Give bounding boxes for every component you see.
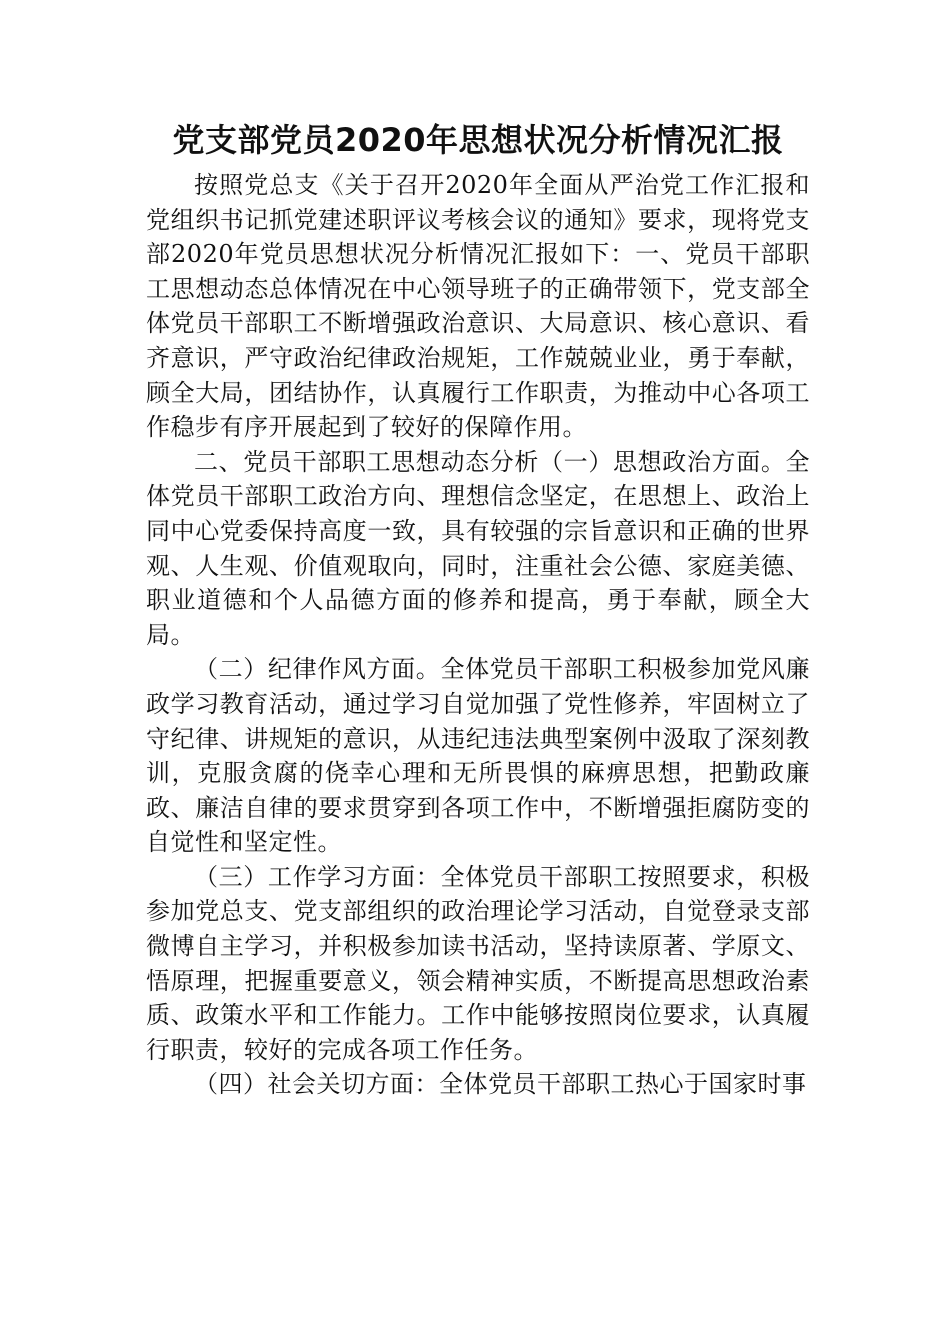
paragraph-3: （二）纪律作风方面。全体党员干部职工积极参加党风廉政学习教育活动，通过学习自觉加强了党性修养，牢固树立了守纪律、讲规矩的意识，从违纪违法典型案例中汲取了深刻教训，克服贪腐的侥幸心理和无所畏惧的麻痹思想，把勤政廉政、廉洁自律的要求贯穿到各项工作中，不断增强拒腐防变的自觉性和坚定性。 <box>146 655 810 857</box>
paragraph-1: 按照党总支《关于召开2020年全面从严治党工作汇报和党组织书记抓党建述职评议考核会议的通知》要求，现将党支部2020年党员思想状况分析情况汇报如下：一、党员干部职工思想动态总体情况在中心领导班子的正确带领下，党支部全体党员干部职工不断增强政治意识、大局意识、核心意识、看齐意识，严守政治纪律政治规矩，工作兢兢业业，勇于奉献，顾全大局，团结协作，认真履行工作职责，为推动中心各项工作稳步有序开展起到了较好的保障作用。 <box>146 171 810 442</box>
paragraph-5: （四）社会关切方面：全体党员干部职工热心于国家时事 <box>194 1070 807 1099</box>
paragraph-4: （三）工作学习方面：全体党员干部职工按照要求，积极参加党总支、党支部组织的政治理论学习活动，自觉登录支部微博自主学习，并积极参加读书活动，坚持读原著、学原文、悟原理，把握重要意义，领会精神实质，不断提高思想政治素质、政策水平和工作能力。工作中能够按照岗位要求，认真履行职责，较好的完成各项工作任务。 <box>146 862 810 1064</box>
document-title: 党支部党员2020年思想状况分析情况汇报 <box>172 121 784 159</box>
document-page <box>146 112 810 1102</box>
paragraph-2: 二、党员干部职工思想动态分析（一）思想政治方面。全体党员干部职工政治方向、理想信念坚定，在思想上、政治上同中心党委保持高度一致，具有较强的宗旨意识和正确的世界观、人生观、价值观取向，同时，注重社会公德、家庭美德、职业道德和个人品德方面的修养和提高，勇于奉献，顾全大局。 <box>146 447 810 649</box>
